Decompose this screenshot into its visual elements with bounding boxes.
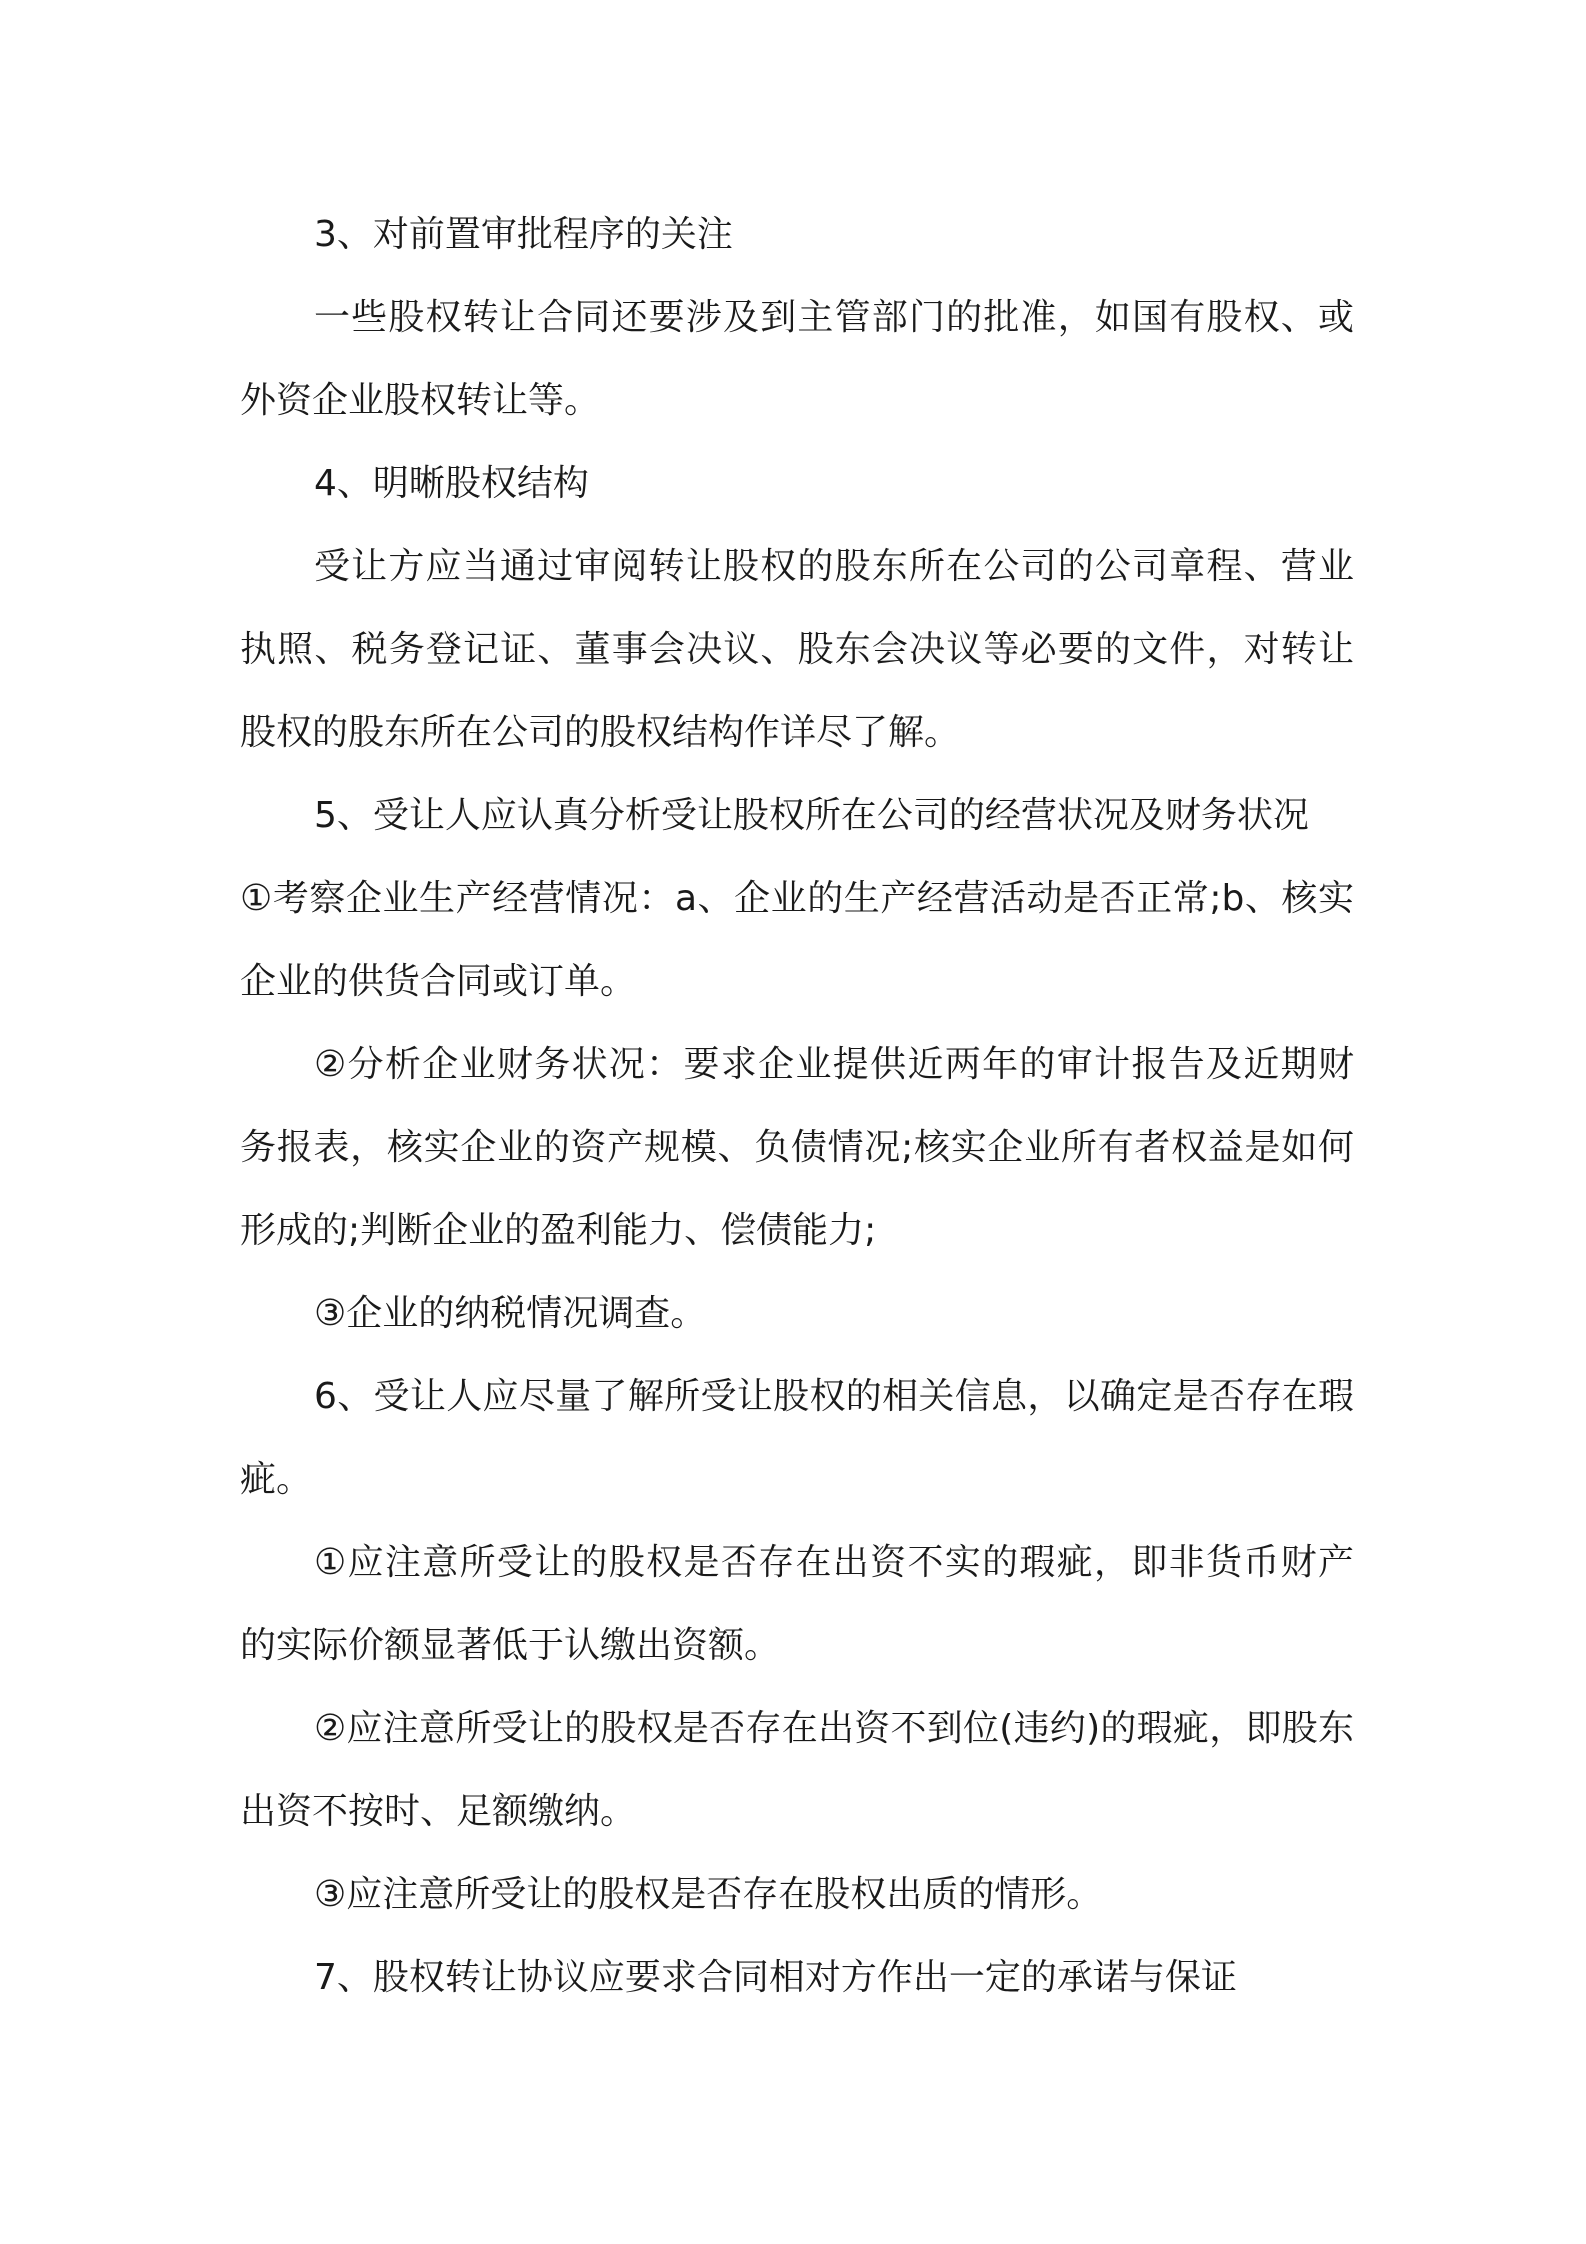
document-body	[240, 193, 1354, 2019]
paragraph-heading-4: 4、明晰股权结构	[314, 463, 589, 504]
paragraph: ③企业的纳税情况调查。	[314, 1293, 707, 1334]
paragraph: ②分析企业财务状况：要求企业提供近两年的审计报告及近期财务报表，核实企业的资产规模、负债情况;核实企业所有者权益是如何形成的;判断企业的盈利能力、偿债能力;	[240, 1044, 1354, 1251]
paragraph-heading-5: 5、受让人应认真分析受让股权所在公司的经营状况及财务状况	[314, 795, 1309, 836]
paragraph: ①应注意所受让的股权是否存在出资不实的瑕疵，即非货币财产的实际价额显著低于认缴出资额。	[240, 1542, 1354, 1666]
paragraph: ②应注意所受让的股权是否存在出资不到位(违约)的瑕疵，即股东出资不按时、足额缴纳。	[240, 1708, 1354, 1832]
paragraph-heading-7: 7、股权转让协议应要求合同相对方作出一定的承诺与保证	[314, 1957, 1237, 1998]
paragraph: ①考察企业生产经营情况：a、企业的生产经营活动是否正常;b、核实企业的供货合同或订单。	[240, 878, 1354, 1002]
paragraph-heading-3: 3、对前置审批程序的关注	[314, 214, 733, 255]
paragraph: 一些股权转让合同还要涉及到主管部门的批准，如国有股权、或外资企业股权转让等。	[240, 297, 1354, 421]
paragraph-heading-6: 6、受让人应尽量了解所受让股权的相关信息，以确定是否存在瑕疵。	[240, 1376, 1354, 1500]
paragraph: ③应注意所受让的股权是否存在股权出质的情形。	[314, 1874, 1103, 1915]
paragraph: 受让方应当通过审阅转让股权的股东所在公司的公司章程、营业执照、税务登记证、董事会决议、股东会决议等必要的文件，对转让股权的股东所在公司的股权结构作详尽了解。	[240, 546, 1354, 753]
